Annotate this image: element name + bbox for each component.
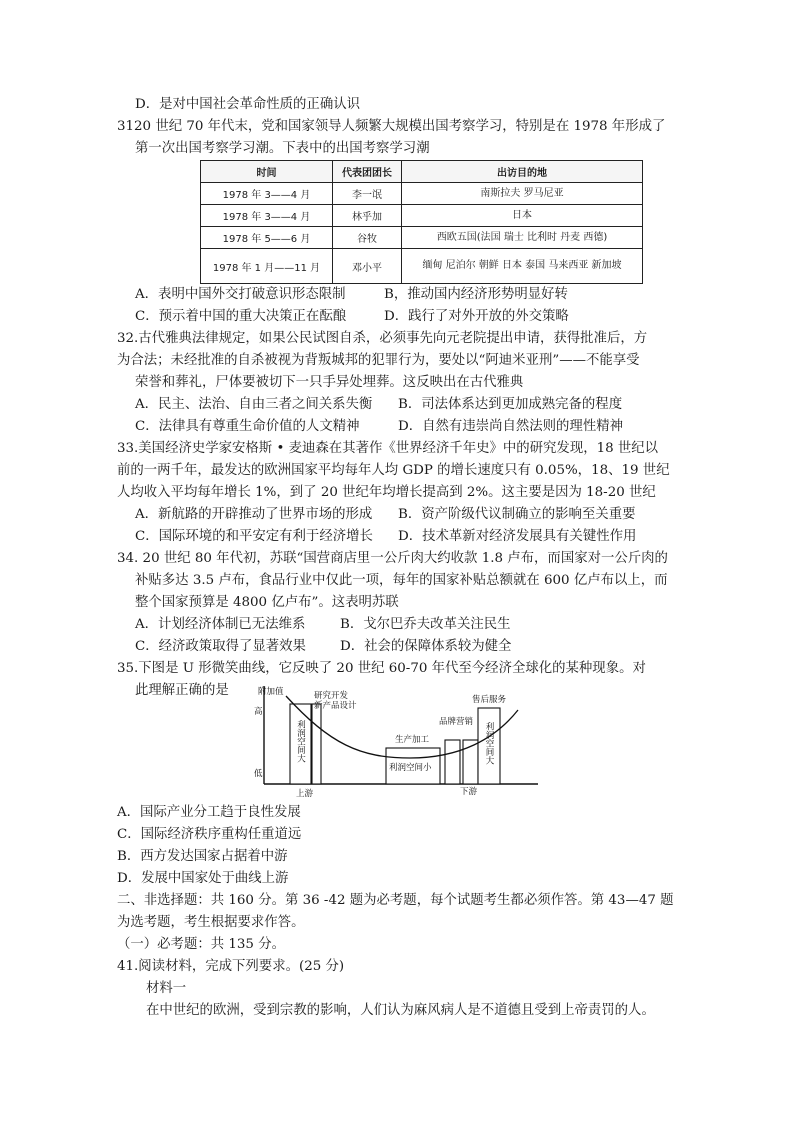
table-row [201,249,643,284]
center-box-label: 利润空间小 [389,763,432,773]
q33-line3: 人均收入平均每年增长 1%，到了 20 世纪年均增长提高到 2%。这主要是因为 18-20 世纪 [117,485,656,500]
q32-line3: 荣誉和葬礼，尸体要被切下一只手异处埋葬。这反映出在古代雅典 [135,375,524,390]
q32-line2: 为合法；未经批准的自杀被视为背叛城邦的犯罪行为，要处以“阿迪米亚刑”——不能享受 [117,353,640,368]
q34-line1: 34. 20 世纪 80 年代初，苏联“国营商店里一公斤肉大约收款 1.8 卢布，而国家对一公斤肉的 [117,551,668,566]
q41-material-line1: 在中世纪的欧洲，受到宗教的影响，人们认为麻风病人是不道德且受到上帝责罚的人。 [146,1003,655,1018]
label-service: 售后服务 [472,695,507,705]
q32-line1: 32.古代雅典法律规定，如果公民试图自杀，必须事先向元老院提出申请，获得批准后，方 [117,331,648,346]
y-axis-title: 附加值 [258,687,284,697]
table-cell-time: 1978 年 3——4 月 [201,205,333,227]
part2-line2: 为选考题，考生根据要求作答。 [117,915,305,930]
y-low-label: 低 [254,769,263,779]
q33-line1: 33.美国经济史学家安格斯 • 麦迪森在其著作《世界经济千年史》中的研究发现，18 世纪以 [117,441,659,456]
q31-option-d: D．践行了对外开放的外交策略 [384,309,569,324]
q34-line2: 补贴多达 3.5 卢布，食品行业中仅此一项，每年的国家补贴总额就在 600 亿卢布以上，而 [135,573,668,588]
table-cell-destination: 日本 [402,205,643,227]
q34-line3: 整个国家预算是 4800 亿卢布”。这表明苏联 [135,595,399,610]
q33-option-b: B．资产阶级代议制确立的影响至关重要 [398,507,636,522]
table-header-destination: 出访目的地 [402,161,643,183]
table-cell-time: 1978 年 1 月——11 月 [201,249,333,284]
table-header-leader: 代表团团长 [333,161,402,183]
q33-option-d: D．技术革新对经济发展具有关键性作用 [398,529,637,544]
q32-option-b: B．司法体系达到更加成熟完备的程度 [398,397,623,412]
x-right-label: 下游 [460,787,478,797]
left-box-label: 利润空间大 [295,720,306,763]
table-row [201,205,643,227]
q35-option-a: A．国际产业分工趋于良性发展 [117,805,301,820]
q31-stem-line1: 3120 世纪 70 年代末，党和国家领导人频繁大规模出国考察学习，特别是在 1978 年形成了 [117,119,666,134]
left-thin-box [312,704,321,784]
q31-option-b: B，推动国内经济形势明显好转 [384,287,568,302]
q35-option-b: B．西方发达国家占据着中游 [117,849,288,864]
q32-option-c: C．法律具有尊重生命价值的人文精神 [135,419,360,434]
visit-table [200,160,643,284]
table-cell-destination: 西欧五国(法国 瑞士 比利时 丹麦 西德) [402,227,643,249]
q35-option-d: D．发展中国家处于曲线上游 [117,871,289,886]
table-cell-leader: 谷牧 [333,227,402,249]
table-header-row [201,161,643,183]
q35-option-c: C．国际经济秩序重构任重道远 [117,827,302,842]
table-cell-leader: 林乎加 [333,205,402,227]
smile-curve-figure [250,684,540,798]
brand-box [445,740,460,784]
table-cell-leader: 李一氓 [333,183,402,205]
table-row [201,183,643,205]
part2-line3: （一）必考题：共 135 分。 [117,937,285,952]
q31-option-a: A．表明中国外交打破意识形态限制 [135,287,346,302]
table-cell-time: 1978 年 3——4 月 [201,183,333,205]
table-header-time: 时间 [201,161,333,183]
table-cell-time: 1978 年 5——6 月 [201,227,333,249]
label-brand: 品牌营销 [439,717,474,727]
right-box-label: 利润空间大 [484,722,494,765]
q32-option-d: D．自然有违崇尚自然法则的理性精神 [398,419,623,434]
q35-line1: 35.下图是 U 形微笑曲线，它反映了 20 世纪 60-70 年代至今经济全球化的某种现象。对 [117,661,646,676]
q41-material-title: 材料一 [146,981,187,996]
q33-option-a: A．新航路的开辟推动了世界市场的形成 [135,507,373,522]
q34-option-c: C．经济政策取得了显著效果 [135,639,306,654]
q34-option-b: B．戈尔巴乔夫改革关注民生 [340,617,511,632]
x-left-label: 上游 [296,789,314,798]
q32-option-a: A．民主、法治、自由三者之间关系失衡 [135,397,373,412]
q35-line2: 此理解正确的是 [135,683,229,698]
y-high-label: 高 [254,707,263,717]
table-row [201,227,643,249]
label-rd: 研究开发 [314,691,349,701]
q34-option-a: A．计划经济体制已无法维系 [135,617,306,632]
q34-option-d: D．社会的保障体系较为健全 [340,639,512,654]
q31-stem-line2: 第一次出国考察学习潮。下表中的出国考察学习潮 [135,141,430,156]
q33-line2: 前的一两千年，最发达的欧洲国家平均每年人均 GDP 的增长速度只有 0.05%，18、19 世纪 [117,463,670,478]
q31-option-c: C．预示着中国的重大决策正在酝酿 [135,309,347,324]
q41-line1: 41.阅读材料，完成下列要求。(25 分) [117,959,345,974]
table-cell-destination: 南斯拉夫 罗马尼亚 [402,183,643,205]
table-cell-destination: 缅甸 尼泊尔 朝鲜 日本 泰国 马来西亚 新加坡 [402,249,643,284]
table-cell-leader: 邓小平 [333,249,402,284]
q33-option-c: C．国际环境的和平安定有利于经济增长 [135,529,373,544]
part2-line1: 二、非选择题：共 160 分。第 36 -42 题为必考题，每个试题考生都必须作答。第 43—47 题 [117,893,674,908]
q30-option-d: D．是对中国社会革命性质的正确认识 [135,97,360,112]
label-design: 新产品设计 [314,701,357,711]
label-production: 生产加工 [395,735,430,745]
